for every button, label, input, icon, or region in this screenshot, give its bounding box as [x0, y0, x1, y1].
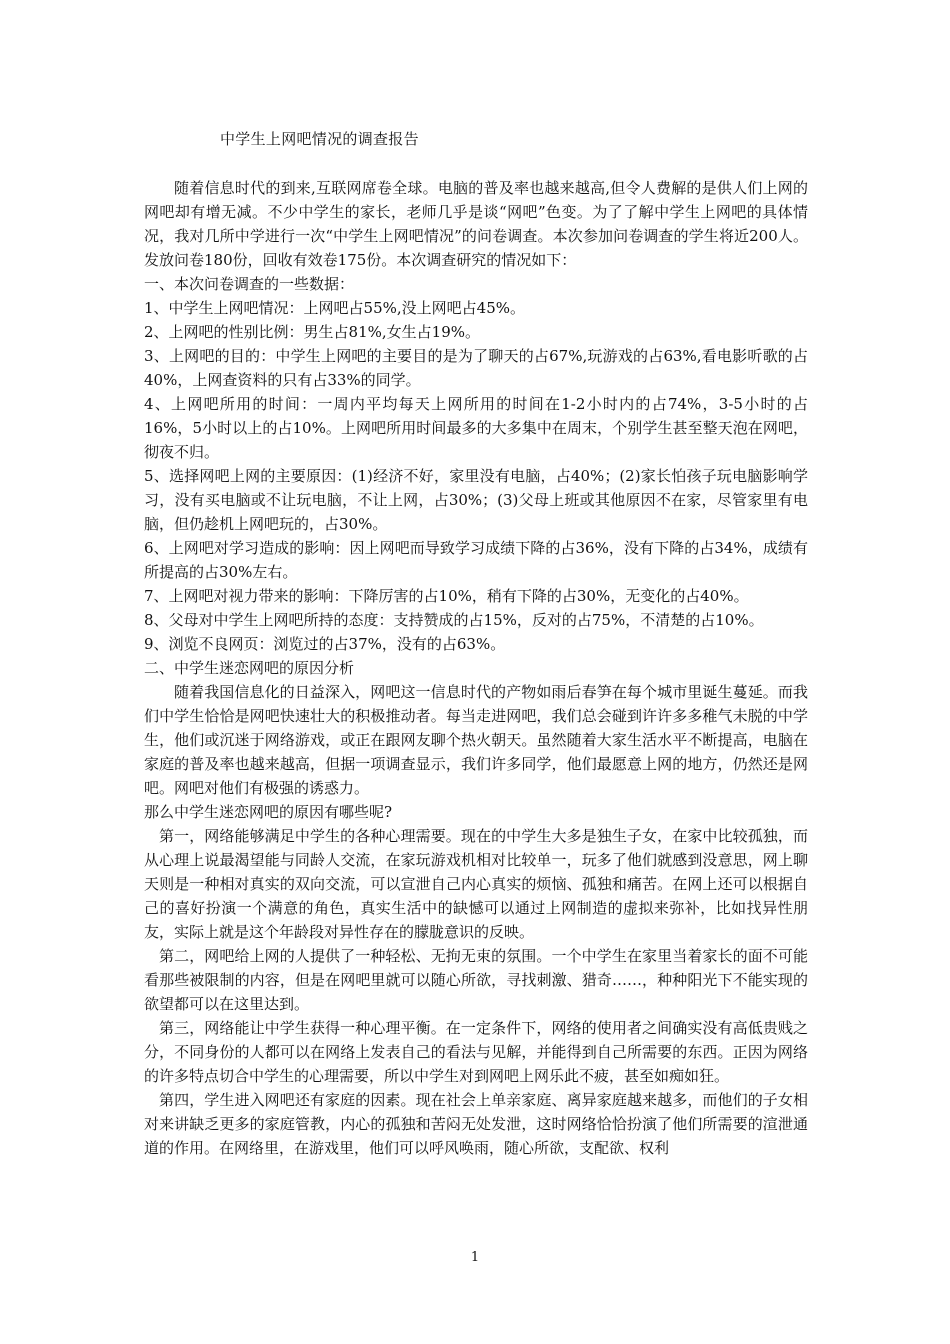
paragraph-reason-2: 第二，网吧给上网的人提供了一种轻松、无拘无束的氛围。一个中学生在家里当着家长的面不可能看那些被限制的内容，但是在网吧里就可以随心所欲，寻找刺激、猎奇……，种种阳光下不能实现的欲望都可以在这里达到。 — [144, 947, 808, 1013]
paragraph: 随着我国信息化的日益深入，网吧这一信息时代的产物如雨后春笋在每个城市里诞生蔓延。而我们中学生恰恰是网吧快速壮大的积极推动者。每当走进网吧，我们总会碰到许许多多稚气未脱的中学生，他们或沉迷于网络游戏，或正在跟网友聊个热火朝天。虽然随着大家生活水平不断提高，电脑在家庭的普及率也越来越高，但据一项调查显示，我们许多同学，他们最愿意上网的地方，仍然还是网吧。网吧对他们有极强的诱惑力。 — [144, 683, 808, 797]
list-item: 1、中学生上网吧情况：上网吧占55%,没上网吧占45%。 — [144, 299, 525, 317]
paragraph-intro: 随着信息时代的到来,互联网席卷全球。电脑的普及率也越来越高,但令人费解的是供人们上网的网吧却有增无减。不少中学生的家长，老师几乎是谈“网吧”色变。为了了解中学生上网吧的具体情况，我对几所中学进行一次“中学生上网吧情况”的问卷调查。本次参加问卷调查的学生将近200人。发放问卷180份，回收有效卷175份。本次调查研究的情况如下： — [144, 179, 808, 269]
list-item: 4、上网吧所用的时间：一周内平均每天上网所用的时间在1-2小时内的占74%，3-5小时的占16%，5小时以上的占10%。上网吧所用时间最多的大多集中在周末，个别学生甚至整天泡在网吧，彻夜不归。 — [144, 395, 808, 461]
list-item: 3、上网吧的目的：中学生上网吧的主要目的是为了聊天的占67%,玩游戏的占63%,看电影听歌的占40%，上网查资料的只有占33%的同学。 — [144, 347, 808, 389]
paragraph-reason-3: 第三，网络能让中学生获得一种心理平衡。在一定条件下，网络的使用者之间确实没有高低贵贱之分，不同身份的人都可以在网络上发表自己的看法与见解，并能得到自己所需要的东西。正因为网络的许多特点切合中学生的心理需要，所以中学生对到网吧上网乐此不疲，甚至如痴如狂。 — [144, 1019, 808, 1085]
paragraph-reason-1: 第一，网络能够满足中学生的各种心理需要。现在的中学生大多是独生子女，在家中比较孤独，而从心理上说最渴望能与同龄人交流，在家玩游戏机相对比较单一，玩多了他们就感到没意思，网上聊天则是一种相对真实的双向交流，可以宣泄自己内心真实的烦恼、孤独和痛苦。在网上还可以根据自己的喜好扮演一个满意的角色，真实生活中的缺憾可以通过上网制造的虚拟来弥补，比如找异性朋友，实际上就是这个年龄段对异性存在的朦胧意识的反映。 — [144, 827, 808, 941]
paragraph-reason-4: 第四，学生进入网吧还有家庭的因素。现在社会上单亲家庭、离异家庭越来越多，而他们的子女相对来讲缺乏更多的家庭管教，内心的孤独和苦闷无处发泄，这时网络恰恰扮演了他们所需要的渲泄通道的作用。在网络里，在游戏里，他们可以呼风唤雨，随心所欲，支配欲、权利 — [144, 1091, 808, 1157]
list-item: 9、浏览不良网页：浏览过的占37%，没有的占63%。 — [144, 635, 506, 653]
section-heading-2: 二、中学生迷恋网吧的原因分析 — [144, 659, 355, 677]
section-heading-1: 一、本次问卷调查的一些数据： — [144, 275, 355, 293]
list-item: 6、上网吧对学习造成的影响：因上网吧而导致学习成绩下降的占36%，没有下降的占34%，成绩有所提高的占30%左右。 — [144, 539, 808, 581]
list-item: 8、父母对中学生上网吧所持的态度：支持赞成的占15%，反对的占75%，不清楚的占10%。 — [144, 611, 764, 629]
paragraph-question: 那么中学生迷恋网吧的原因有哪些呢? — [144, 803, 393, 821]
document-body — [144, 176, 808, 1160]
list-item: 7、上网吧对视力带来的影响：下降厉害的占10%，稍有下降的占30%，无变化的占40%。 — [144, 587, 749, 605]
page-number: 1 — [470, 1250, 480, 1265]
list-item: 5、选择网吧上网的主要原因：(1)经济不好，家里没有电脑，占40%；(2)家长怕孩子玩电脑影响学习，没有买电脑或不让玩电脑，不让上网，占30%；(3)父母上班或其他原因不在家，尽管家里有电脑，但仍趁机上网吧玩的，占30%。 — [144, 467, 808, 533]
list-item: 2、上网吧的性别比例：男生占81%,女生占19%。 — [144, 323, 480, 341]
page-title: 中学生上网吧情况的调查报告 — [220, 130, 419, 148]
